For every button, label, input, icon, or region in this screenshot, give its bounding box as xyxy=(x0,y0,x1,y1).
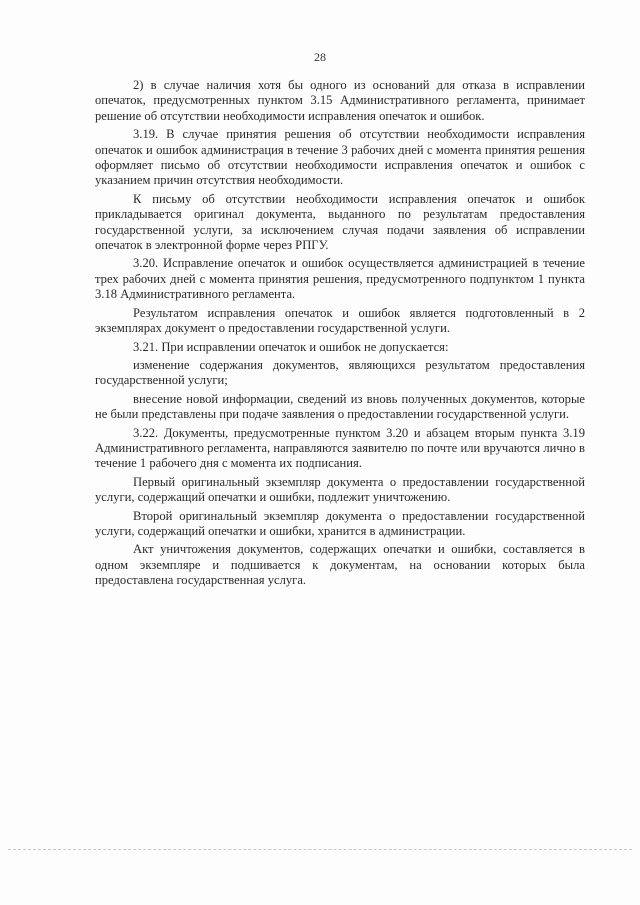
paragraph: Результатом исправления опечаток и ошибок является подготовленный в 2 экземплярах документ о предоставлении государственной услуги. xyxy=(95,305,585,336)
paragraph: 3.21. При исправлении опечаток и ошибок не допускается: xyxy=(133,339,449,354)
paragraph: К письму об отсутствии необходимости исправления опечаток и ошибок прикладывается оригинал документа, выданного по результатам предоставления государственной услуги, за исключением случая подачи заявления об исправлении опечаток в электронной форме через РПГУ. xyxy=(95,191,585,253)
paragraph: 3.22. Документы, предусмотренные пунктом 3.20 и абзацем вторым пункта 3.19 Административного регламента, направляются заявителю по почте или вручаются лично в течение 1 рабочего дня с момента их подписания. xyxy=(95,425,585,471)
scan-edge-line xyxy=(8,849,632,850)
paragraph: Первый оригинальный экземпляр документа о предоставлении государственной услуги, содержащий опечатки и ошибки, подлежит уничтожению. xyxy=(95,474,585,505)
paragraph: Акт уничтожения документов, содержащих опечатки и ошибки, составляется в одном экземпляре и подшивается к документам, на основании которых была предоставлена государственная услуга. xyxy=(95,542,585,588)
paragraph: изменение содержания документов, являющихся результатом предоставления государственной услуги; xyxy=(95,357,585,388)
paragraph: 3.20. Исправление опечаток и ошибок осуществляется администрацией в течение трех рабочих дней с момента принятия решения, предусмотренного подпунктом 1 пункта 3.18 Административного регламента. xyxy=(95,256,585,302)
paragraph: 3.19. В случае принятия решения об отсутствии необходимости исправления опечаток и ошибок администрация в течение 3 рабочих дней с момента принятия решения оформляет письмо об отсутствии необходимости исправления опечаток и ошибок с указанием причин отсутствия необходимости. xyxy=(95,127,585,188)
paragraph: Второй оригинальный экземпляр документа о предоставлении государственной услуги, содержащий опечатки и ошибки, хранится в администрации. xyxy=(95,508,585,538)
paragraph: 2) в случае наличия хотя бы одного из оснований для отказа в исправлении опечаток, предусмотренных пунктом 3.15 Административного регламента, принимает решение об отсутствии необходимости исправления опечаток и ошибок. xyxy=(95,78,585,123)
paragraph: внесение новой информации, сведений из вновь полученных документов, которые не были представлены при подаче заявления о предоставлении государственной услуги. xyxy=(95,391,585,422)
document-body xyxy=(95,78,585,592)
page-number: 28 xyxy=(314,50,326,64)
